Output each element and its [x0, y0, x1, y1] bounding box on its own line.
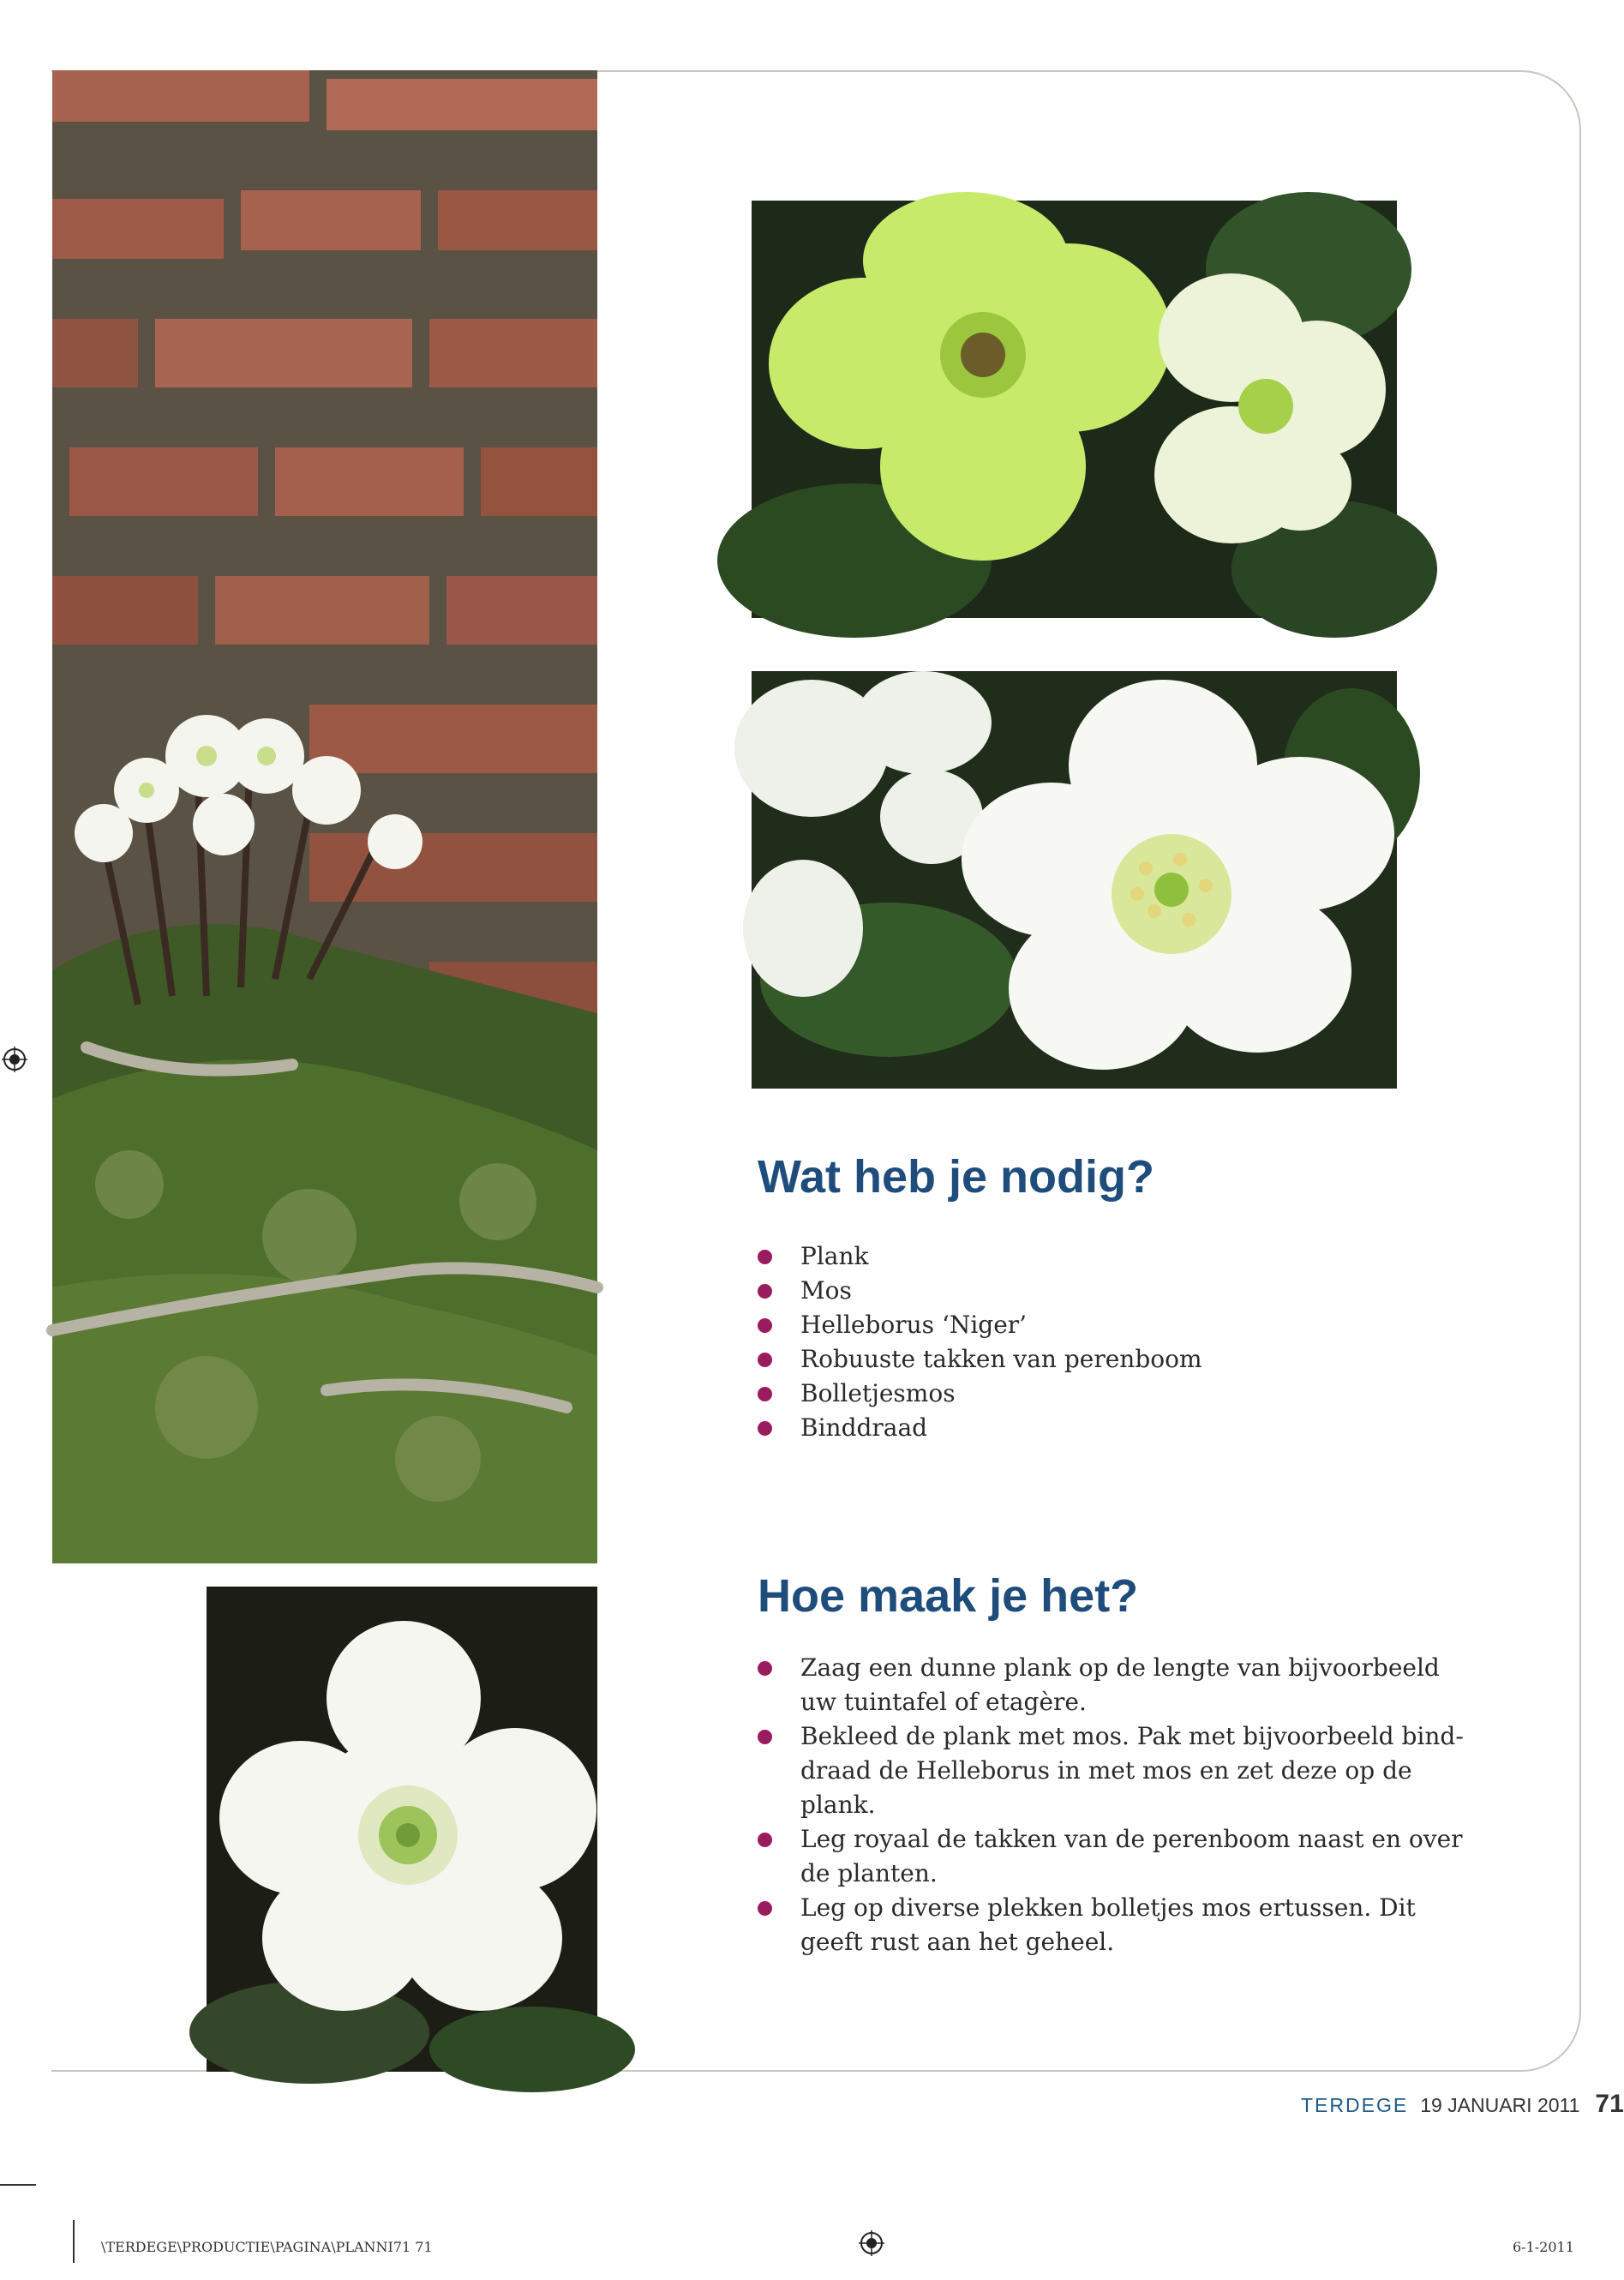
- needs-heading: Wat heb je nodig?: [758, 1151, 1154, 1203]
- needs-list: [758, 1239, 1202, 1445]
- page-footer: [1301, 2090, 1624, 2119]
- howto-list: [758, 1651, 1469, 1959]
- list-item: Bekleed de plank met mos. Pak met bijvoorbeeld bind-draad de Helleborus in met mos en zet deze op de plank.: [758, 1719, 1469, 1822]
- slug-path: \TERDEGE\PRODUCTIE\PAGINA\PLANNI71 71: [101, 2239, 433, 2255]
- photo-white-hellebore-closeup: [207, 1587, 597, 2072]
- list-item: Zaag een dunne plank op de lengte van bijvoorbeeld uw tuintafel of etagère.: [758, 1651, 1469, 1719]
- list-item: Binddraad: [758, 1411, 1202, 1445]
- registration-mark-icon: [2, 1047, 27, 1072]
- list-item: Plank: [758, 1239, 1202, 1274]
- crop-mark: [73, 2220, 75, 2263]
- list-item: Leg royaal de takken van de perenboom naast en over de planten.: [758, 1822, 1469, 1891]
- list-item: Leg op diverse plekken bolletjes mos ertussen. Dit geeft rust aan het geheel.: [758, 1891, 1469, 1959]
- registration-mark-icon: [859, 2230, 884, 2256]
- crop-mark: [0, 2184, 36, 2186]
- photo-hellebores-brick-wall: [52, 70, 597, 1563]
- list-item: Mos: [758, 1274, 1202, 1308]
- list-item: Robuuste takken van perenboom: [758, 1342, 1202, 1377]
- photo-white-hellebores: [752, 671, 1397, 1089]
- footer-date: 19 JANUARI 2011: [1420, 2094, 1580, 2116]
- list-item: Helleborus ‘Niger’: [758, 1308, 1202, 1342]
- photo-green-hellebores: [752, 201, 1397, 618]
- page-number: 71: [1595, 2090, 1624, 2118]
- footer-brand: TERDEGE: [1301, 2094, 1409, 2116]
- list-item: Bolletjesmos: [758, 1377, 1202, 1411]
- slug-date: 6-1-2011: [1513, 2239, 1574, 2255]
- howto-heading: Hoe maak je het?: [758, 1570, 1139, 1622]
